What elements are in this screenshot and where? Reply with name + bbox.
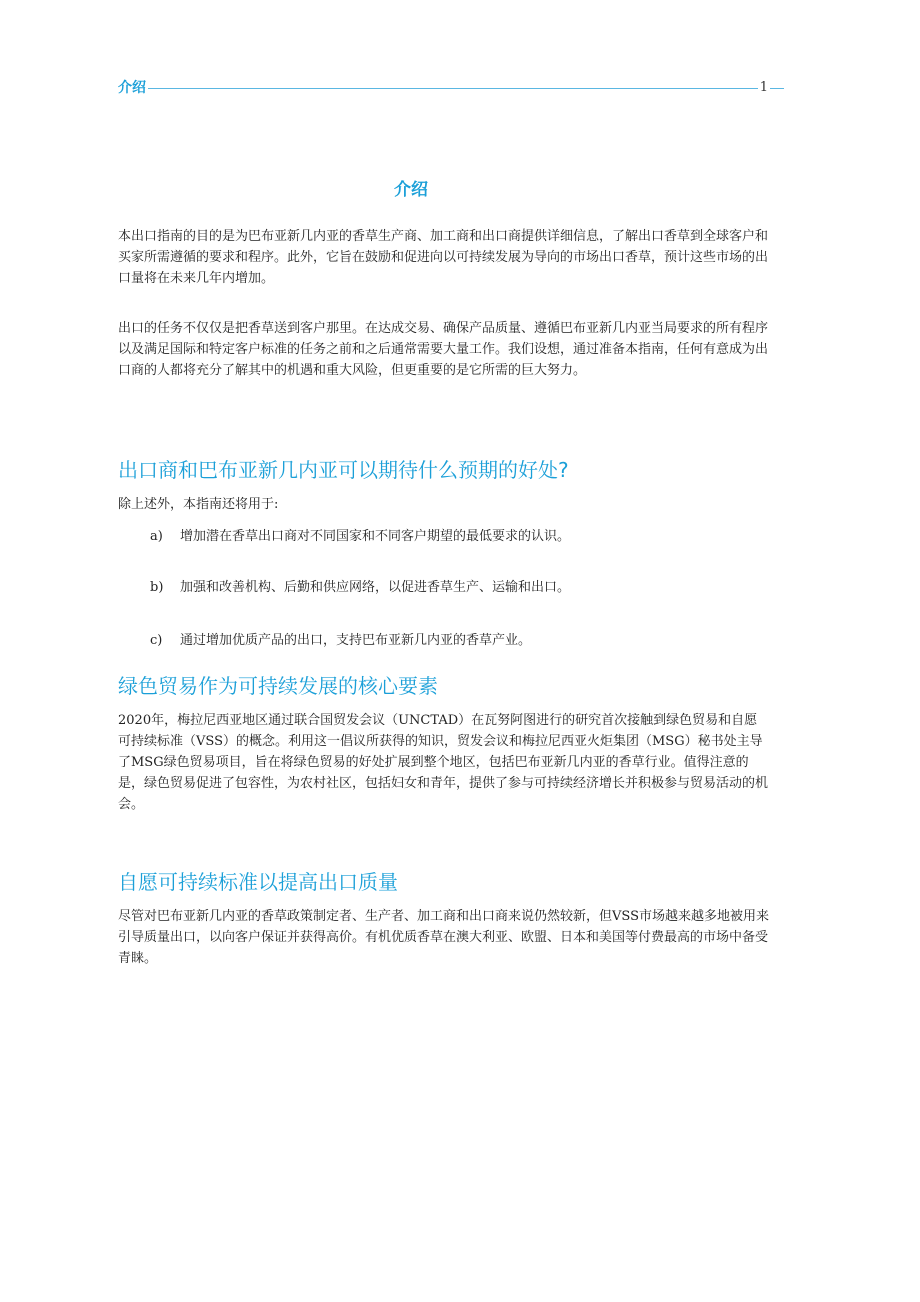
benefits-lead: 除上述外，本指南还将用于: — [118, 497, 279, 512]
green-trade-paragraph: 2020年，梅拉尼西亚地区通过联合国贸发会议（UNCTAD）在瓦努阿图进行的研究首次接触到绿色贸易和自愿可持续标准（VSS）的概念。利用这一倡议所获得的知识，贸发会议和梅拉尼西亚火炬集团（MSG）秘书处主导了MSG绿色贸易项目，旨在将绿色贸易的好处扩展到整个地区，包括巴布亚新几内亚的香草行业。值得注意的是，绿色贸易促进了包容性，为农村社区，包括妇女和青年，提供了参与可持续经济增长并积极参与贸易活动的机会。 — [118, 713, 769, 812]
list-item — [150, 526, 770, 547]
header-rule — [148, 88, 784, 89]
list-marker: a) — [150, 529, 163, 544]
intro-paragraph-2: 出口的任务不仅仅是把香草送到客户那里。在达成交易、确保产品质量、遵循巴布亚新几内亚当局要求的所有程序以及满足国际和特定客户标准的任务之前和之后通常需要大量工作。我们设想，通过准备本指南，任何有意成为出口商的人都将充分了解其中的机遇和重大风险，但更重要的是它所需的巨大努力。 — [118, 321, 769, 378]
list-item — [150, 577, 770, 598]
green-trade-heading: 绿色贸易作为可持续发展的核心要素 — [118, 674, 438, 698]
list-marker: b) — [150, 580, 164, 595]
list-item — [150, 630, 770, 651]
list-marker: c) — [150, 633, 163, 648]
intro-paragraph-1: 本出口指南的目的是为巴布亚新几内亚的香草生产商、加工商和出口商提供详细信息，了解出口香草到全球客户和买家所需遵循的要求和程序。此外，它旨在鼓励和促进向以可持续发展为导向的市场出口香草，预计这些市场的出口量将在未来几年内增加。 — [118, 229, 769, 286]
page-number: 1 — [758, 78, 770, 98]
vss-heading: 自愿可持续标准以提高出口质量 — [118, 870, 398, 894]
header-section-label: 介绍 — [118, 80, 146, 96]
benefits-heading: 出口商和巴布亚新几内亚可以期待什么预期的好处? — [118, 458, 569, 482]
list-item-text: 增加潜在香草出口商对不同国家和不同客户期望的最低要求的认识。 — [180, 529, 571, 544]
page-title: 介绍 — [394, 180, 428, 200]
list-item-text: 通过增加优质产品的出口，支持巴布亚新几内亚的香草产业。 — [180, 633, 532, 648]
list-item-text: 加强和改善机构、后勤和供应网络，以促进香草生产、运输和出口。 — [180, 580, 571, 595]
vss-paragraph: 尽管对巴布亚新几内亚的香草政策制定者、生产者、加工商和出口商来说仍然较新，但VSS市场越来越多地被用来引导质量出口，以向客户保证并获得高价。有机优质香草在澳大利亚、欧盟、日本和美国等付费最高的市场中备受青睐。 — [118, 909, 769, 966]
running-header — [118, 78, 784, 100]
